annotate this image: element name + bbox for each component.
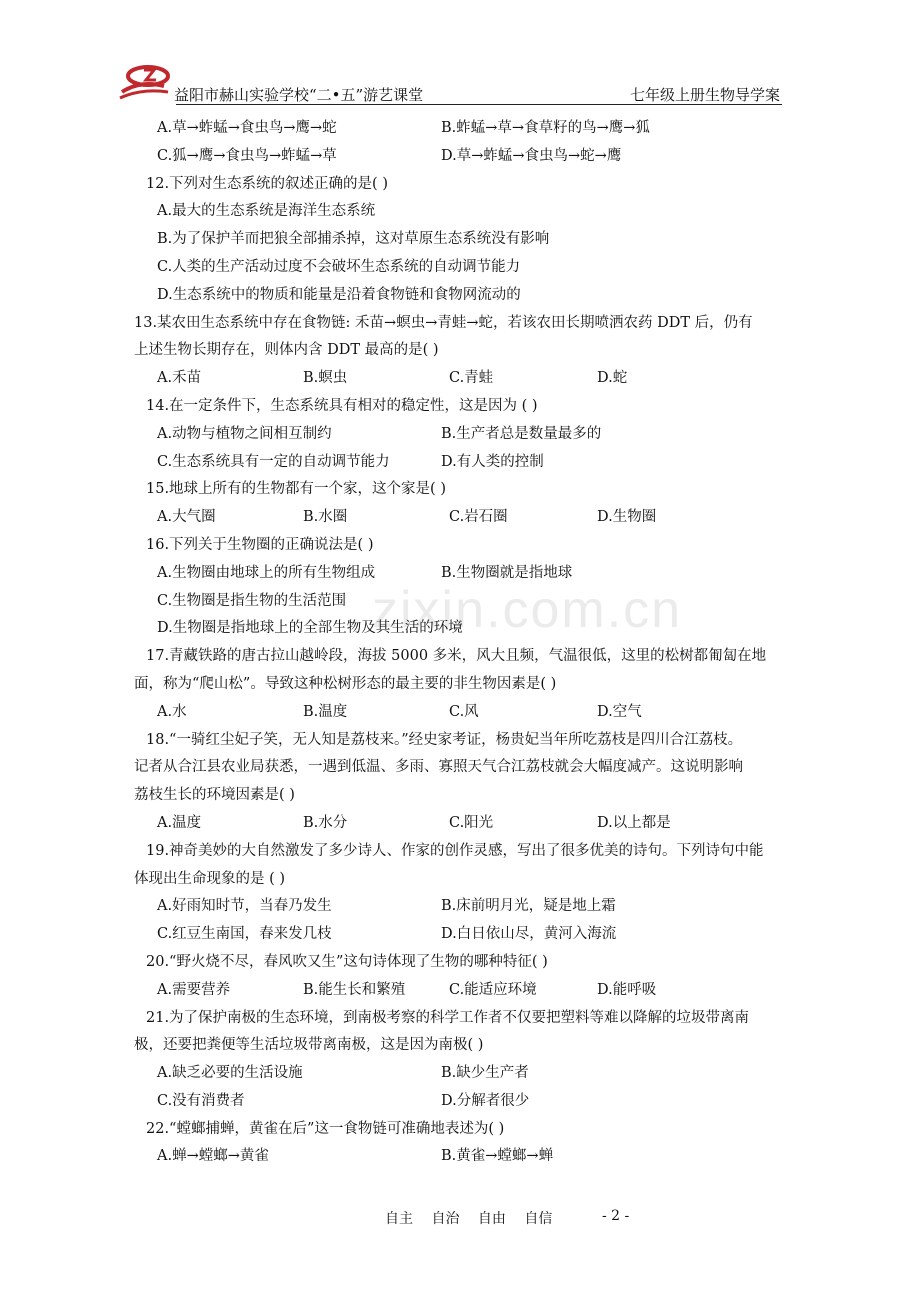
option-d: D.生物圈是指地球上的全部生物及其生活的环境	[157, 620, 463, 637]
school-logo-icon	[118, 62, 170, 102]
page-header	[118, 62, 782, 106]
option-b: B.温度	[303, 703, 348, 720]
option-c: C.狐→鹰→食虫鸟→蚱蜢→草	[157, 147, 337, 164]
option-c: C.青蛙	[449, 370, 494, 387]
option-row	[146, 921, 826, 949]
option-d: D.空气	[597, 703, 642, 720]
option-d: D.有人类的控制	[441, 453, 544, 470]
option-b: B.生物圈就是指地球	[441, 564, 573, 581]
option-d: D.以上都是	[597, 814, 671, 831]
footer-mottos	[385, 1208, 566, 1228]
option-row	[146, 504, 826, 532]
question-22	[146, 1116, 826, 1172]
option-b: B.生产者总是数量最多的	[441, 425, 602, 442]
question-stem: 15.地球上所有的生物都有一个家，这个家是( )	[146, 481, 446, 498]
question-stem-line: 21.为了保护南极的生态环境，到南极考察的科学工作者不仅要把塑料等难以降解的垃圾带离南	[146, 1009, 750, 1026]
option-row	[146, 449, 826, 477]
option-row	[146, 1060, 826, 1088]
question-stem-line: 17.青藏铁路的唐古拉山越岭段，海拔 5000 多米，风大且频，气温很低，这里的松树都匍匐在地	[146, 648, 767, 665]
question-stem: 12.下列对生态系统的叙述正确的是( )	[146, 175, 388, 192]
option-row	[146, 977, 826, 1005]
question-15	[146, 476, 826, 532]
option-a: A.动物与植物之间相互制约	[157, 425, 332, 442]
question-18	[134, 727, 826, 838]
question-11-options	[146, 115, 826, 171]
option-row	[146, 421, 826, 449]
option-c: C.生物圈是指生物的生活范围	[157, 592, 347, 609]
option-row	[146, 893, 826, 921]
option-a: A.最大的生态系统是海洋生态系统	[157, 203, 376, 220]
question-stem-line: 13.某农田生态系统中存在食物链: 禾苗→螟虫→青蛙→蛇，若该农田长期喷洒农药 DDT 后，仍有	[134, 314, 753, 331]
question-stem: 14.在一定条件下，生态系统具有相对的稳定性，这是因为 ( )	[146, 397, 538, 414]
option-row	[146, 810, 826, 838]
option-a: A.需要营养	[157, 981, 231, 998]
question-stem-line: 18.“一骑红尘妃子笑，无人知是荔枝来。”经史家考证，杨贵妃当年所吃荔枝是四川合江荔枝。	[146, 731, 743, 748]
option-a: A.好雨知时节，当春乃发生	[157, 898, 332, 915]
question-20	[146, 949, 826, 1005]
option-a: A.缺乏必要的生活设施	[157, 1065, 303, 1082]
question-stem-line: 记者从合江县农业局获悉，一遇到低温、多雨、寡照天气合江荔枝就会大幅度减产。这说明影响	[134, 759, 743, 776]
question-12	[146, 171, 826, 310]
option-b: B.水分	[303, 814, 348, 831]
option-c: C.红豆生南国，春来发几枝	[157, 926, 332, 943]
question-13	[134, 310, 826, 393]
option-c: C.没有消费者	[157, 1092, 245, 1109]
option-b: B.缺少生产者	[441, 1065, 529, 1082]
watermark: zixin.com.cn	[372, 581, 683, 639]
option-b: B.床前明月光，疑是地上霜	[441, 898, 616, 915]
question-21	[134, 1005, 826, 1116]
option-a: A.温度	[157, 814, 202, 831]
option-c: C.人类的生产活动过度不会破坏生态系统的自动调节能力	[157, 258, 521, 275]
option-d: D.蛇	[597, 370, 628, 387]
motto: 自主	[385, 1211, 413, 1227]
motto: 自治	[431, 1211, 460, 1227]
option-row	[146, 143, 826, 171]
motto: 自由	[477, 1211, 506, 1227]
option-c: C.能适应环境	[449, 981, 537, 998]
question-stem-line: 面，称为“爬山松”。导致这种松树形态的最主要的非生物因素是( )	[134, 675, 557, 692]
page-number: - 2 -	[602, 1208, 630, 1224]
question-stem: 22.“螳螂捕蝉，黄雀在后”这一食物链可准确地表述为( )	[146, 1120, 505, 1137]
option-row	[146, 560, 826, 588]
option-d: D.能呼吸	[597, 981, 657, 998]
option-row	[146, 1088, 826, 1116]
question-stem-line: 极，还要把粪便等生活垃圾带离南极，这是因为南极( )	[134, 1037, 484, 1054]
question-14	[146, 393, 826, 476]
option-a: A.草→蚱蜢→食虫鸟→鹰→蛇	[157, 120, 337, 136]
question-16	[146, 532, 826, 643]
option-b: B.为了保护羊而把狼全部捕杀掉，这对草原生态系统没有影响	[157, 231, 550, 248]
option-b: B.螟虫	[303, 370, 348, 387]
option-row	[146, 699, 826, 727]
option-a: A.水	[157, 703, 187, 720]
option-a: A.蝉→螳螂→黄雀	[157, 1148, 269, 1165]
option-a: A.生物圈由地球上的所有生物组成	[157, 564, 376, 581]
option-d: D.生态系统中的物质和能量是沿着食物链和食物网流动的	[157, 286, 521, 303]
option-b: B.能生长和繁殖	[303, 981, 406, 998]
option-a: A.大气圈	[157, 509, 216, 526]
option-d: D.分解者很少	[441, 1092, 530, 1109]
school-name: 益阳市赫山实验学校“二•五”游艺课堂	[174, 86, 424, 104]
option-c: C.风	[449, 703, 479, 720]
question-stem: 20.“野火烧不尽，春风吹又生”这句诗体现了生物的哪种特征( )	[146, 953, 548, 970]
question-list	[134, 115, 826, 1171]
option-row	[146, 1143, 826, 1171]
option-c: C.岩石圈	[449, 509, 508, 526]
option-b: B.水圈	[303, 509, 348, 526]
option-b: B.蚱蜢→草→食草籽的鸟→鹰→狐	[441, 120, 650, 136]
question-stem-line: 体现出生命现象的是 ( )	[134, 870, 286, 887]
question-stem: 16.下列关于生物圈的正确说法是( )	[146, 536, 374, 553]
course-title: 七年级上册生物导学案	[629, 86, 780, 104]
option-d: D.白日依山尽，黄河入海流	[441, 926, 617, 943]
option-b: B.黄雀→螳螂→蝉	[441, 1148, 554, 1165]
question-stem-line: 荔枝生长的环境因素是( )	[134, 787, 295, 804]
question-stem-line: 上述生物长期存在，则体内含 DDT 最高的是( )	[134, 342, 439, 359]
option-d: D.生物圈	[597, 509, 657, 526]
question-17	[134, 643, 826, 726]
question-stem-line: 19.神奇美妙的大自然激发了多少诗人、作家的创作灵感，写出了很多优美的诗句。下列诗句中能	[146, 842, 764, 859]
option-row	[146, 115, 826, 143]
question-19	[134, 838, 826, 949]
motto: 自信	[524, 1211, 553, 1227]
option-c: C.生态系统具有一定的自动调节能力	[157, 453, 390, 470]
option-row	[146, 365, 826, 393]
option-a: A.禾苗	[157, 370, 202, 387]
option-c: C.阳光	[449, 814, 494, 831]
header-rule	[176, 104, 782, 105]
option-d: D.草→蚱蜢→食虫鸟→蛇→鹰	[441, 147, 622, 164]
